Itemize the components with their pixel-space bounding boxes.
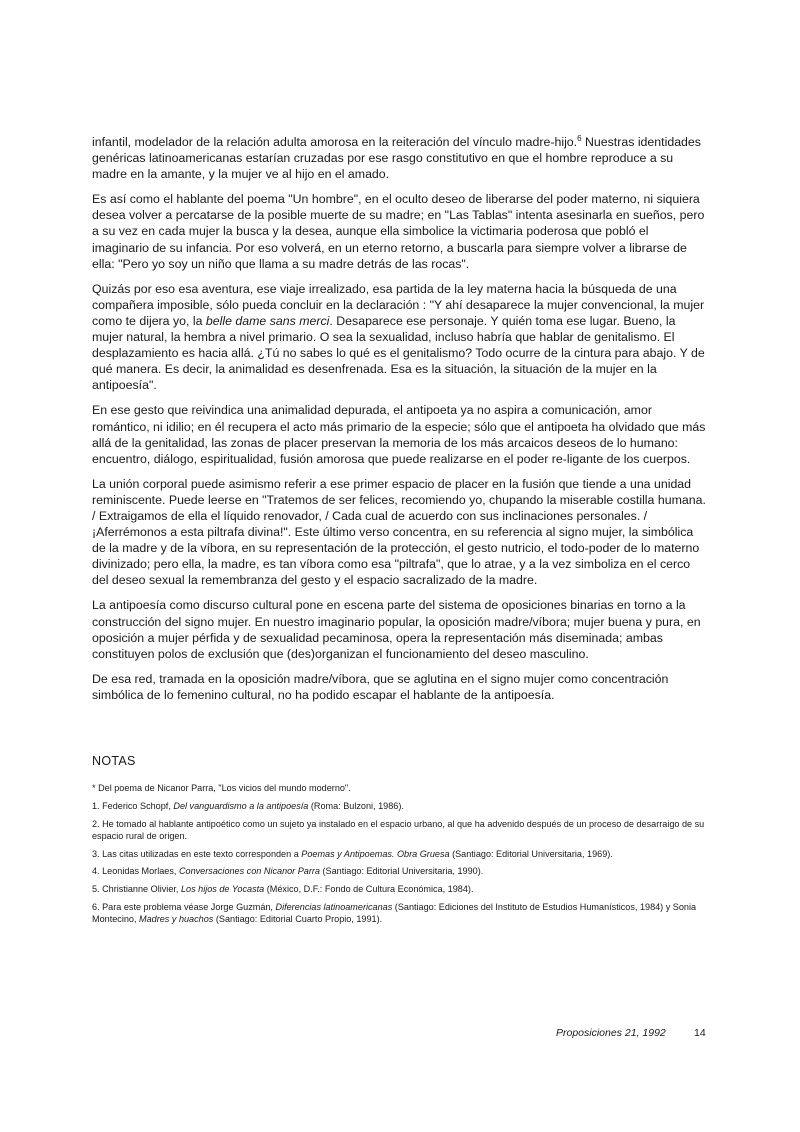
footnote-ref-6[interactable]: 6 <box>577 134 582 143</box>
note-item: 3. Las citas utilizadas en este texto corresponden a Poemas y Antipoemas. Obra Gruesa (Santiago: Editorial Universitaria, 1969). <box>92 848 613 859</box>
note-item: 1. Federico Schopf, Del vanguardismo a la antipoesía (Roma: Bulzoni, 1986). <box>92 800 404 811</box>
page-number: 14 <box>694 1027 706 1039</box>
paragraph-1: infantil, modelador de la relación adulta amorosa en la reiteración del vínculo madre-hijo.$^6$ Nuestras identidades genéricas latinoamericanas estarían cruzadas por ese rasgo constitutivo en que el hombre reproduce a su madre en la amante, y la mujer ve al hijo en el amado. <box>92 134 701 182</box>
paragraph-3: Quizás por eso esa aventura, ese viaje irrealizado, esa partida de la ley materna hacia la búsqueda de una compañera imposible, sólo pueda concluir en la declaración : "Y ahí desaparece la mujer convencional, la mujer como te dijera yo, la belle dame sans merci. Desaparece ese personaje. Y quién toma ese lugar. Bueno, la mujer natural, la hembra a nivel primario. O sea la sexualidad, incluso habría que hablar de genitalismo. El desplazamiento es hacia allá. ¿Tú no sabes lo qué es el genitalismo? Todo ocurre de la cintura para abajo. Y de qué manera. Es decir, la animalidad es desenfrenada. Esa es la situación, la situación de la mujer en la antipoesía". <box>92 281 705 393</box>
note-item: * Del poema de Nicanor Parra, "Los vicios del mundo moderno". <box>92 783 351 793</box>
note-item: 6. Para este problema véase Jorge Guzmán, Diferencias latinoamericanas (Santiago: Ediciones del Instituto de Estudios Humanísticos, 1984) y Sonia Montecino, Madres y huachos (Santiago: Editorial Cuarto Propio, 1991). <box>92 902 697 925</box>
paragraph-6: La antipoesía como discurso cultural pone en escena parte del sistema de oposiciones binarias en torno a la construcción del signo mujer. En nuestro imaginario popular, la oposición madre/víbora; mujer buena y pura, en oposición a mujer pérfida y de sexualidad pecaminosa, opera la representación más diseminada; ambas constituyen polos de exclusión que (des)organizan el funcionamiento del deseo masculino. <box>92 598 701 661</box>
paragraph-2: Es así como el hablante del poema "Un hombre", en el oculto deseo de liberarse del poder materno, ni siquiera desea volver a percatarse de la posible muerte de su madre; en "Las Tablas" intenta asesinarla en sueños, pero a su vez en cada mujer la busca y la desea, aunque ella simbolice la victimaria poderosa que pobló el imaginario de su infancia. Por eso volverá, en un eterno retorno, a buscarla para siempre volver a librarse de ella: "Pero yo soy un niño que llama a su madre detrás de las rocas". <box>92 192 705 271</box>
notes-heading: NOTAS <box>92 754 136 768</box>
paragraph-5: La unión corporal puede asimismo referir a ese primer espacio de placer en la fusión que tiende a una unidad reminiscente. Puede leerse en "Tratemos de ser felices, recomiendo yo, chupando la miserable costilla humana. / Extraigamos de ella el líquido renovador, / Cada cual de acuerdo con sus inclinaciones personales. / ¡Aferrémonos a esta piltrafa divina!". Este último verso concentra, en su referencia al signo mujer, la simbólica de la madre y de la víbora, en su representación de la protección, el gesto nutricio, el todo-poder de lo materno divinizado; pero ella, la madre, es tan víbora como esa "piltrafa", que lo atrae, y a la vez simboliza en el cerco del deseo sexual la remembranza del gesto y el espacio sacralizado de la madre. <box>92 476 706 588</box>
footer-journal-citation: Proposiciones 21, 1992 <box>556 1027 666 1039</box>
paragraph-4: En ese gesto que reivindica una animalidad depurada, el antipoeta ya no aspira a comunicación, amor romántico, ni idilio; en él recupera el acto más primario de la especie; sólo que el antipoeta ha olvidado que más allá de la genitalidad, las zonas de placer preservan la memoria de los más arcaicos deseos de lo humano: encuentro, diálogo, espiritualidad, fusión amorosa que puede realizarse en el poder re-ligante de los cuerpos. <box>92 403 706 466</box>
italic-phrase: belle dame sans merci <box>205 313 330 328</box>
notes-list <box>92 782 712 931</box>
note-item: 2. He tomado al hablante antipoético como un sujeto ya instalado en el espacio urbano, al que ha advenido después de un proceso de desarraigo de su espacio rural de origen. <box>92 818 705 841</box>
note-item: 5. Christianne Olivier, Los hijos de Yocasta (México, D.F.: Fondo de Cultura Económica, 1984). <box>92 884 474 895</box>
body-text <box>92 134 708 712</box>
paragraph-7: De esa red, tramada en la oposición madre/víbora, que se aglutina en el signo mujer como concentración simbólica de lo femenino cultural, no ha podido escapar el hablante de la antipoesía. <box>92 671 669 702</box>
note-item: 4. Leonidas Morlaes, Conversaciones con Nicanor Parra (Santiago: Editorial Universitaria, 1990). <box>92 866 484 877</box>
